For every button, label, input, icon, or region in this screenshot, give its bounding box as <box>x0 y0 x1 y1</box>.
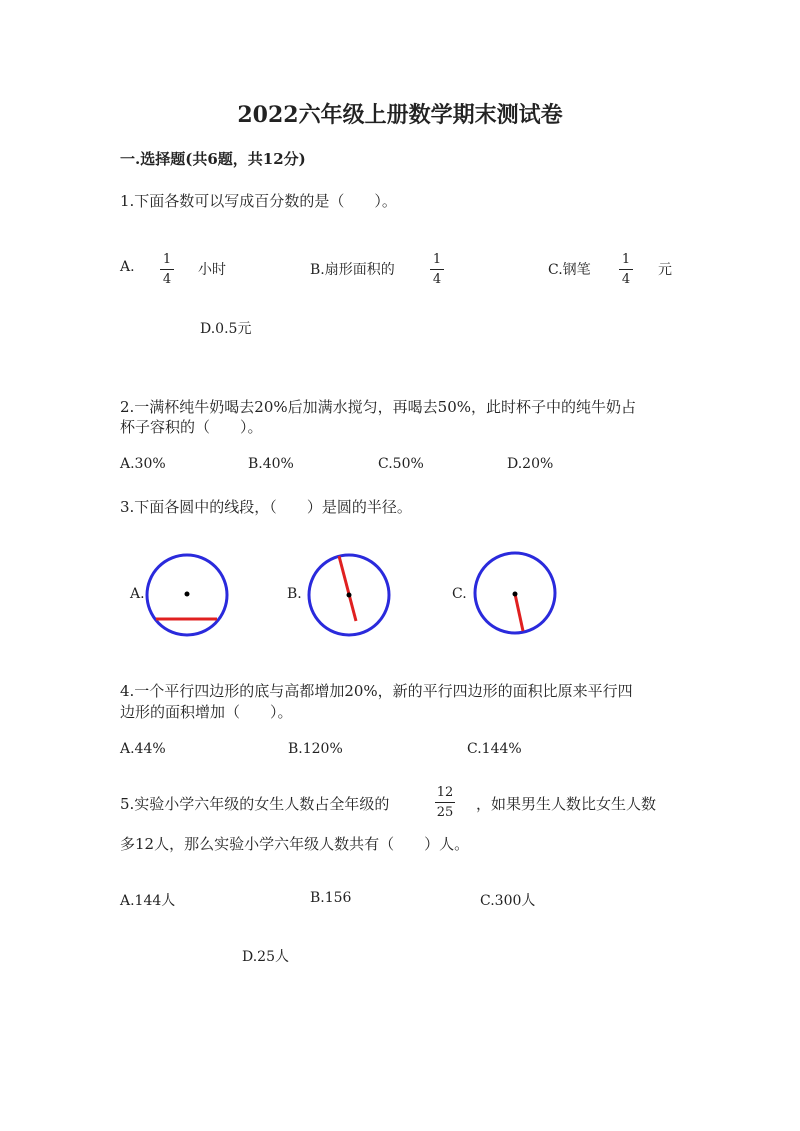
q1-option-c-label: C.钢笔 <box>548 262 591 278</box>
question-2-line-1: 2.一满杯纯牛奶喝去20%后加满水搅匀，再喝去50%，此时杯子中的纯牛奶占 <box>120 398 636 416</box>
fraction-numerator: 12 <box>436 785 454 800</box>
fraction-numerator: 1 <box>621 252 631 267</box>
q1-option-a-label: A. <box>120 259 135 275</box>
q5-option-c: C.300人 <box>480 893 536 909</box>
fraction-denominator: 4 <box>162 272 172 287</box>
q1-option-a-fraction <box>160 253 174 286</box>
section-heading: 一.选择题(共6题，共12分) <box>120 150 306 168</box>
radius-segment <box>515 594 523 631</box>
center-dot <box>513 592 518 597</box>
center-dot <box>347 593 352 598</box>
question-5-line-1-pre: 5.实验小学六年级的女生人数占全年级的 <box>120 795 390 813</box>
fraction-denominator: 4 <box>621 272 631 287</box>
q5-option-b: B.156 <box>310 890 352 906</box>
q4-option-a: A.44% <box>120 741 166 757</box>
question-5-line-1-post: ，如果男生人数比女生人数 <box>476 795 657 813</box>
q4-option-b: B.120% <box>288 741 343 757</box>
q4-option-c: C.144% <box>467 741 522 757</box>
question-1-text: 1.下面各数可以写成百分数的是（ ）。 <box>120 192 397 210</box>
page-title: 2022六年级上册数学期末测试卷 <box>237 102 563 128</box>
q1-option-b-fraction <box>430 253 444 286</box>
question-3-text: 3.下面各圆中的线段，（ ）是圆的半径。 <box>120 498 412 516</box>
q1-option-c-fraction <box>619 253 633 286</box>
q2-option-d: D.20% <box>507 456 554 472</box>
q1-option-d: D.0.5元 <box>200 321 252 337</box>
fraction-numerator: 1 <box>162 252 172 267</box>
question-4-line-1: 4.一个平行四边形的底与高都增加20%，新的平行四边形的面积比原来平行四 <box>120 682 633 700</box>
q1-option-b-label: B.扇形面积的 <box>310 262 395 278</box>
q3-circle-b <box>302 548 396 642</box>
q1-option-c-suffix: 元 <box>658 262 672 278</box>
center-dot <box>185 592 190 597</box>
q2-option-c: C.50% <box>378 456 424 472</box>
q5-option-a: A.144人 <box>120 893 176 909</box>
fraction-numerator: 1 <box>432 252 442 267</box>
q3-option-b-label: B. <box>287 586 302 602</box>
q5-fraction <box>435 786 455 819</box>
q3-option-c-label: C. <box>452 586 467 602</box>
fraction-denominator: 4 <box>432 272 442 287</box>
q3-circle-c <box>468 546 562 640</box>
diameter-segment <box>339 556 356 621</box>
question-4-line-2: 边形的面积增加（ ）。 <box>120 703 293 721</box>
question-5-line-2: 多12人，那么实验小学六年级人数共有（ ）人。 <box>120 835 470 853</box>
q1-option-a-suffix: 小时 <box>198 262 226 278</box>
q5-option-d: D.25人 <box>242 949 289 965</box>
q2-option-b: B.40% <box>248 456 294 472</box>
q3-option-a-label: A. <box>130 586 145 602</box>
q3-circle-a <box>140 548 234 642</box>
q2-option-a: A.30% <box>120 456 166 472</box>
fraction-denominator: 25 <box>436 805 454 820</box>
question-2-line-2: 杯子容积的（ ）。 <box>120 418 263 436</box>
